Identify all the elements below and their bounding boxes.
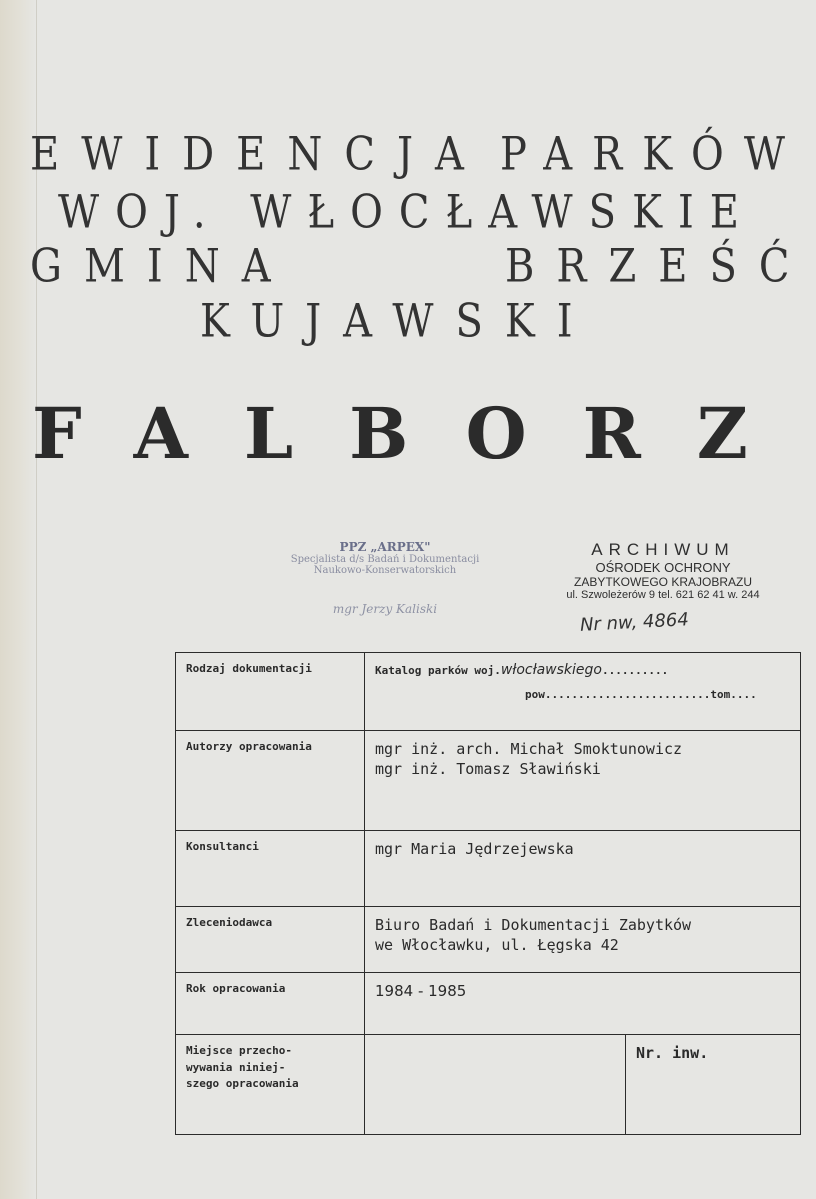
record-card bbox=[175, 652, 801, 1135]
arpex-line-2: Specjalista d/s Badań i Dokumentacji bbox=[290, 554, 480, 565]
table-row bbox=[176, 973, 801, 1035]
row-label: Rodzaj dokumentacji bbox=[176, 653, 365, 731]
place-name: FALBORZ bbox=[32, 392, 804, 475]
consultants-value: mgr Maria Jędrzejewska bbox=[365, 831, 801, 907]
title-line-3-left: GMINA bbox=[30, 240, 293, 293]
table-row bbox=[176, 1035, 801, 1135]
storage-value bbox=[365, 1035, 626, 1135]
table-row bbox=[176, 907, 801, 973]
row-value bbox=[365, 653, 801, 731]
row-label: Miejsce przecho- wywania niniej- szego opracowania bbox=[176, 1035, 365, 1135]
row-label: Konsultanci bbox=[176, 831, 365, 907]
title-line-1-left: EWIDENCJA bbox=[30, 128, 486, 181]
pow-tom-line: pow.........................tom.... bbox=[525, 687, 757, 701]
catalog-prefix: Katalog parków woj. bbox=[375, 664, 501, 677]
archive-stamp bbox=[548, 540, 778, 601]
table-row bbox=[176, 653, 801, 731]
handwritten-number: Nr nw, 4864 bbox=[579, 609, 690, 636]
year-value: 1984 - 1985 bbox=[365, 973, 801, 1035]
arpex-line-3: Naukowo-Konserwatorskich bbox=[313, 565, 457, 576]
row-label: Rok opracowania bbox=[176, 973, 365, 1035]
title-line-2: WOJ. WŁOCŁAWSKIE bbox=[58, 186, 755, 239]
table-row bbox=[176, 731, 801, 831]
authors-value: mgr inż. arch. Michał Smoktunowicz mgr inż. Tomasz Sławiński bbox=[365, 731, 801, 831]
arpex-stamp bbox=[260, 540, 510, 616]
row-label: Zleceniodawca bbox=[176, 907, 365, 973]
catalog-handwritten: włocławskiego bbox=[500, 662, 602, 678]
archive-line-1: ARCHIWUM bbox=[591, 540, 735, 559]
archive-line-4: ul. Szwoleżerów 9 tel. 621 62 41 w. 244 bbox=[566, 589, 760, 601]
client-value: Biuro Badań i Dokumentacji Zabytków we Włocławku, ul. Łęgska 42 bbox=[365, 907, 801, 973]
archive-line-3: ZABYTKOWEGO KRAJOBRAZU bbox=[573, 575, 753, 589]
archive-line-2: OŚRODEK OCHRONY bbox=[595, 560, 731, 575]
arpex-signature: mgr Jerzy Kaliski bbox=[332, 602, 438, 616]
title-line-1-right: PARKÓW bbox=[500, 128, 805, 181]
row-label: Autorzy opracowania bbox=[176, 731, 365, 831]
title-line-4: KUJAWSKI bbox=[200, 295, 595, 348]
catalog-line: Katalog parków woj.włocławskiego.......... bbox=[375, 662, 669, 678]
title-line-3-right: BRZEŚĆ bbox=[505, 240, 812, 293]
arpex-line-1: PPZ „ARPEX" bbox=[339, 540, 431, 554]
table-row bbox=[176, 831, 801, 907]
inventory-number: Nr. inw. bbox=[626, 1035, 801, 1135]
